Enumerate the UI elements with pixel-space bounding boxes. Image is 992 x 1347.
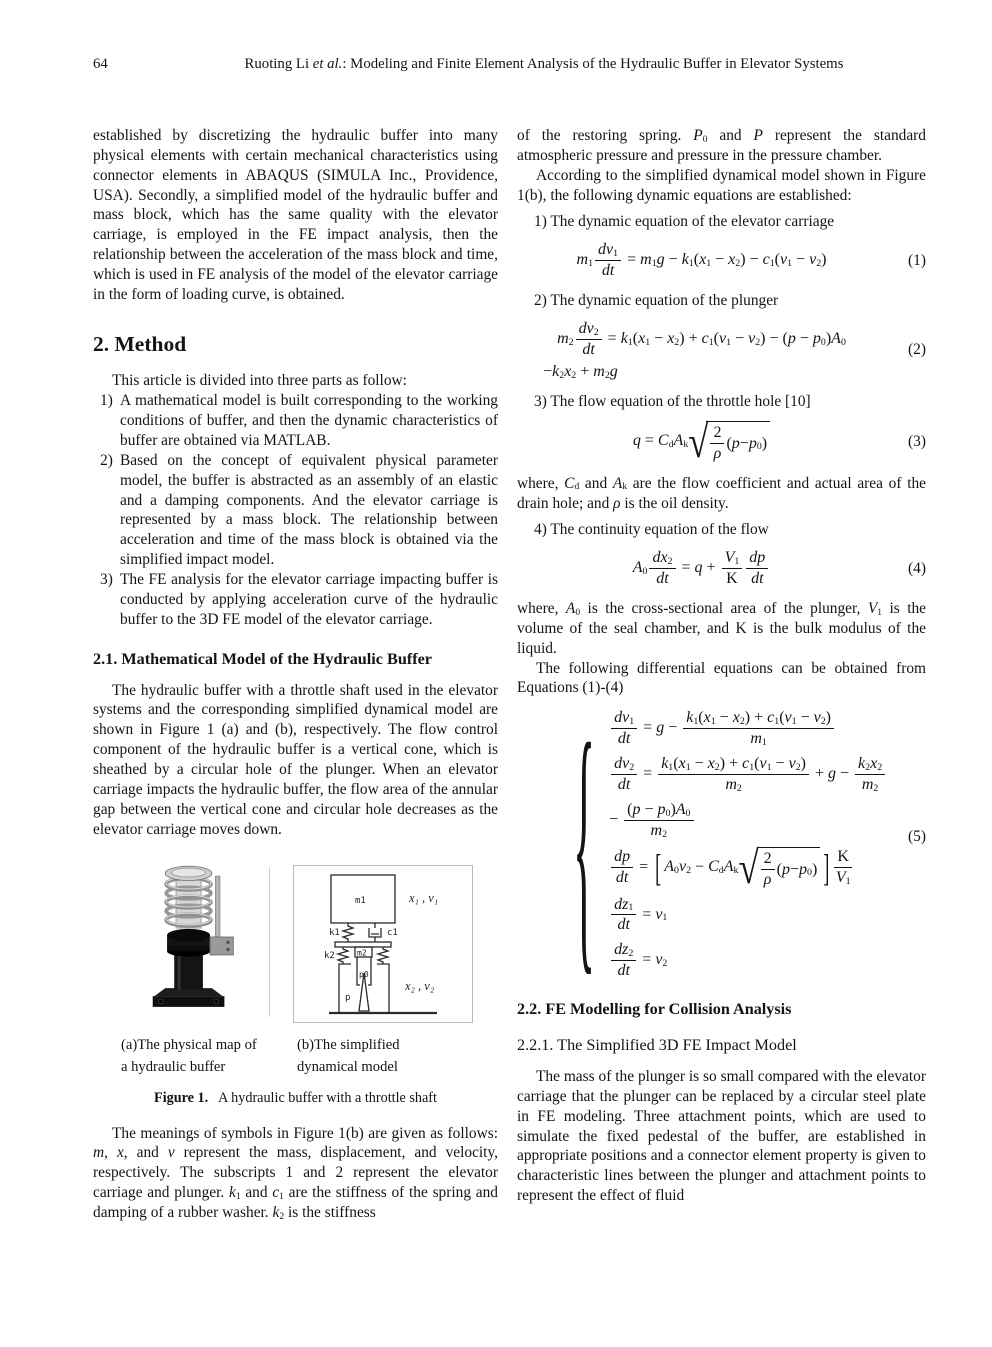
buffer-collar <box>167 929 210 957</box>
figure-label: Figure 1. <box>154 1090 209 1107</box>
paragraph-following: The following differential equations can be obtained from Equations (1)-(4) <box>517 659 926 697</box>
equation-4-label: 4) The continuity equation of the flow <box>534 521 769 539</box>
paragraph-continuation: established by discretizing the hydraulic buffer into many physical elements with certain mechanical characteristics using connector elements in ABAQUS (SIMULA Inc., Providence, USA). Secondly, a simplified model of the hydraulic buffer and mass block, which has the same quality with the elevator carriage, is employed in the FE impact analysis, then the relationship between the acceleration of the mass block and time, which is used in FE analysis of the model of the elevator carriage in the form of loading curve, is obtained. <box>93 127 498 303</box>
figure-caption: A hydraulic buffer with a throttle shaft <box>218 1090 437 1107</box>
equation-3-math: $q = C_dA_k$ √ $\frac{2}{\rho}$ ( p − $p_0$ ) <box>633 432 770 449</box>
paragraph-where-eq4: where, $A_0$ is the cross-sectional area of the plunger, $V_1$ is the volume of the seal chamber, and K is the bulk modulus of the liquid. <box>517 600 927 657</box>
diagram-label-p: p <box>345 993 351 1004</box>
paragraph-buffer-description: The hydraulic buffer with a throttle shaft used in the elevator systems and the corresponding simplified dynamical model are shown in Figure 1 (a) and (b), respectively. The flow control component of the hydraulic buffer is a vertical cone, which is sheathed by a circular hole of the plunger. When an elevator carriage impacts the hydraulic buffer, the flow area of the annular gap between the vertical cone and circular hole decreases as the elevator carriage moves down. <box>93 681 498 838</box>
paragraph-fe-model: The mass of the plunger is so small compared with the elevator carriage that the plunger can be replaced by a circular steel plate in FE modeling. Three attachment points, which are used to simulate the fixed pedestal of the buffer, are established in appropriate positions and a connector element property is given to characteristic lines between the plunger and attachment points to represent the effect of fluid <box>517 1067 926 1205</box>
buffer-side-bracket <box>210 876 233 955</box>
item-text: A mathematical model is built corresponding to the working conditions of buffer, and then the dynamic characteristics of buffer are obtained via MATLAB. <box>120 392 498 450</box>
buffer-top-cap <box>165 867 212 881</box>
caption-a: (a)The physical map of a hydraulic buffer <box>121 1037 257 1076</box>
page-header <box>93 56 925 73</box>
list-item <box>93 570 498 630</box>
figure-title <box>93 1089 498 1107</box>
paragraph-according: According to the simplified dynamical model shown in Figure 1(b), the following dynamic equations are established: <box>517 166 926 204</box>
equation-5-number: (5) <box>908 827 926 845</box>
item-number: 3) <box>100 571 113 589</box>
equation-5-line5: $\frac{dz_1}{dt}$ = $v_1$ <box>609 896 887 935</box>
equation-5-line2: $\frac{dv_2}{dt}$ = $\frac{k_1(x_1 - x_2) + c_1(v_1 - v_2)}{m_2}$ + g − $\frac{k_2x_2}{m_2}$ <box>609 755 887 794</box>
diagram-label-c1: c1 <box>387 928 398 939</box>
paragraph-continuation: of the restoring spring. $P_0$ and P represent the standard atmospheric pressure and pressure in the pressure chamber. <box>517 127 926 164</box>
dynamical-model-diagram <box>292 865 474 1023</box>
item-text: The FE analysis for the elevator carriage impacting buffer is conducted by applying acceleration curve of the hydraulic buffer to the 3D FE model of the elevator carriage. <box>120 571 498 628</box>
equation-4-number: (4) <box>908 559 926 577</box>
diagram-label-m2: m2 <box>357 948 367 958</box>
equation-5 <box>517 686 926 998</box>
item-text: Based on the concept of equivalent physical parameter model, the buffer is abstracted as an assembly of an elastic and a damping components. And the elevator carriage is represented by a mass block. The relationship between acceleration and time of the mass block is obtained via the simplified impact model. <box>120 451 498 569</box>
equation-5-line3: − $\frac{(p - p_0)A_0}{m_2}$ <box>609 801 887 840</box>
diagram-label-m1: m1 <box>355 896 366 907</box>
left-column <box>93 126 498 1223</box>
equation-5-line6: $\frac{dz_2}{dt}$ = $v_2$ <box>609 941 887 980</box>
equation-2-label: 2) The dynamic equation of the plunger <box>534 292 779 310</box>
list-item <box>93 391 498 451</box>
page-number: 64 <box>93 56 108 72</box>
equation-3-label: 3) The flow equation of the throttle hole [10] <box>534 392 811 410</box>
equation-4 <box>517 549 926 588</box>
equation-1-number: (1) <box>908 251 926 269</box>
diagram-label-p0: p0 <box>359 970 369 980</box>
section-heading-method: 2. Method <box>93 331 187 356</box>
equation-4-math: $A_0$ $\frac{dx_2}{dt}$ = q + $\frac{V_1}{K}$ $\frac{dp}{dt}$ <box>633 559 771 576</box>
paragraph-symbol-meanings: The meanings of symbols in Figure 1(b) are given as follows: m, x, and v represent the mass, displacement, and velocity, respectively. The subscripts 1 and 2 represent the elevator carriage and plunger. $k_1$ and $c_1$ are the stiffness of the spring and damping of a rubber washer. $k_2$ is the stiffness <box>93 1124 499 1222</box>
diagram-annotation-x1v1: x₁ , v₁ <box>409 891 439 906</box>
buffer-base <box>153 988 225 1007</box>
equation-5-line4: $\frac{dp}{dt}$ = [ $A_0v_2 - C_dA_k$ √ $\frac{2}{\rho}$ ( p − $p_0$ ) ] $\frac{K}{V_1}$ <box>609 847 887 889</box>
equation-3 <box>517 415 926 468</box>
method-intro: This article is divided into three parts as follow: <box>112 372 407 390</box>
subsection-heading-2-2-1: 2.2.1. The Simplified 3D FE Impact Model <box>517 1036 797 1055</box>
buffer-lower-column <box>174 953 203 991</box>
paragraph-where-eq3: where, $C_d$ and $A_k$ are the flow coefficient and actual area of the drain hole; and ρ is the oil density. <box>517 474 926 512</box>
figure-images-row <box>133 851 498 1023</box>
diagram-annotation-x2v2: x₂ , v₂ <box>405 979 435 994</box>
figure-1 <box>93 851 498 1107</box>
equation-3-number: (3) <box>908 432 926 450</box>
equation-2-math-line2: $-k_2x_2 + m_2g$ <box>543 362 618 381</box>
caption-b: (b)The simplified dynamical model <box>297 1037 400 1076</box>
list-item <box>93 451 498 570</box>
figure-subcaptions <box>93 1035 498 1079</box>
item-number: 2) <box>100 451 113 469</box>
section-heading-2-1: 2.1. Mathematical Model of the Hydraulic Buffer <box>93 649 432 668</box>
figure-divider <box>269 867 270 1017</box>
diagram-label-k2: k2 <box>324 951 335 962</box>
system-brace: { <box>573 686 596 998</box>
running-title: Ruoting Li et al.: Modeling and Finite Element Analysis of the Hydraulic Buffer in Elevator Systems <box>244 56 844 72</box>
equation-2 <box>517 320 926 381</box>
equation-2-number: (2) <box>908 341 926 359</box>
section-heading-2-2: 2.2. FE Modelling for Collision Analysis <box>517 1000 792 1019</box>
equation-1-math: $m_1$ $\frac{dv_1}{dt}$ = $m_1g - k_1(x_1 - x_2) - c_1(v_1 - v_2)$ <box>576 241 827 280</box>
equation-5-line1: $\frac{dv_1}{dt}$ = g − $\frac{k_1(x_1 - x_2) + c_1(v_1 - v_2)}{m_1}$ <box>609 709 887 748</box>
hydraulic-buffer-photo <box>133 851 245 1023</box>
method-list <box>93 391 498 629</box>
item-number: 1) <box>100 392 113 410</box>
diagram-label-k1: k1 <box>329 928 340 939</box>
equation-2-math-line1: $m_2$ $\frac{dv_2}{dt}$ = $k_1(x_1 - x_2) + c_1(v_1 - v_2) - (p - p_0)A_0$ <box>557 319 846 358</box>
equation-1 <box>517 241 926 280</box>
right-column <box>517 126 926 1206</box>
equation-1-label: 1) The dynamic equation of the elevator carriage <box>534 213 835 231</box>
